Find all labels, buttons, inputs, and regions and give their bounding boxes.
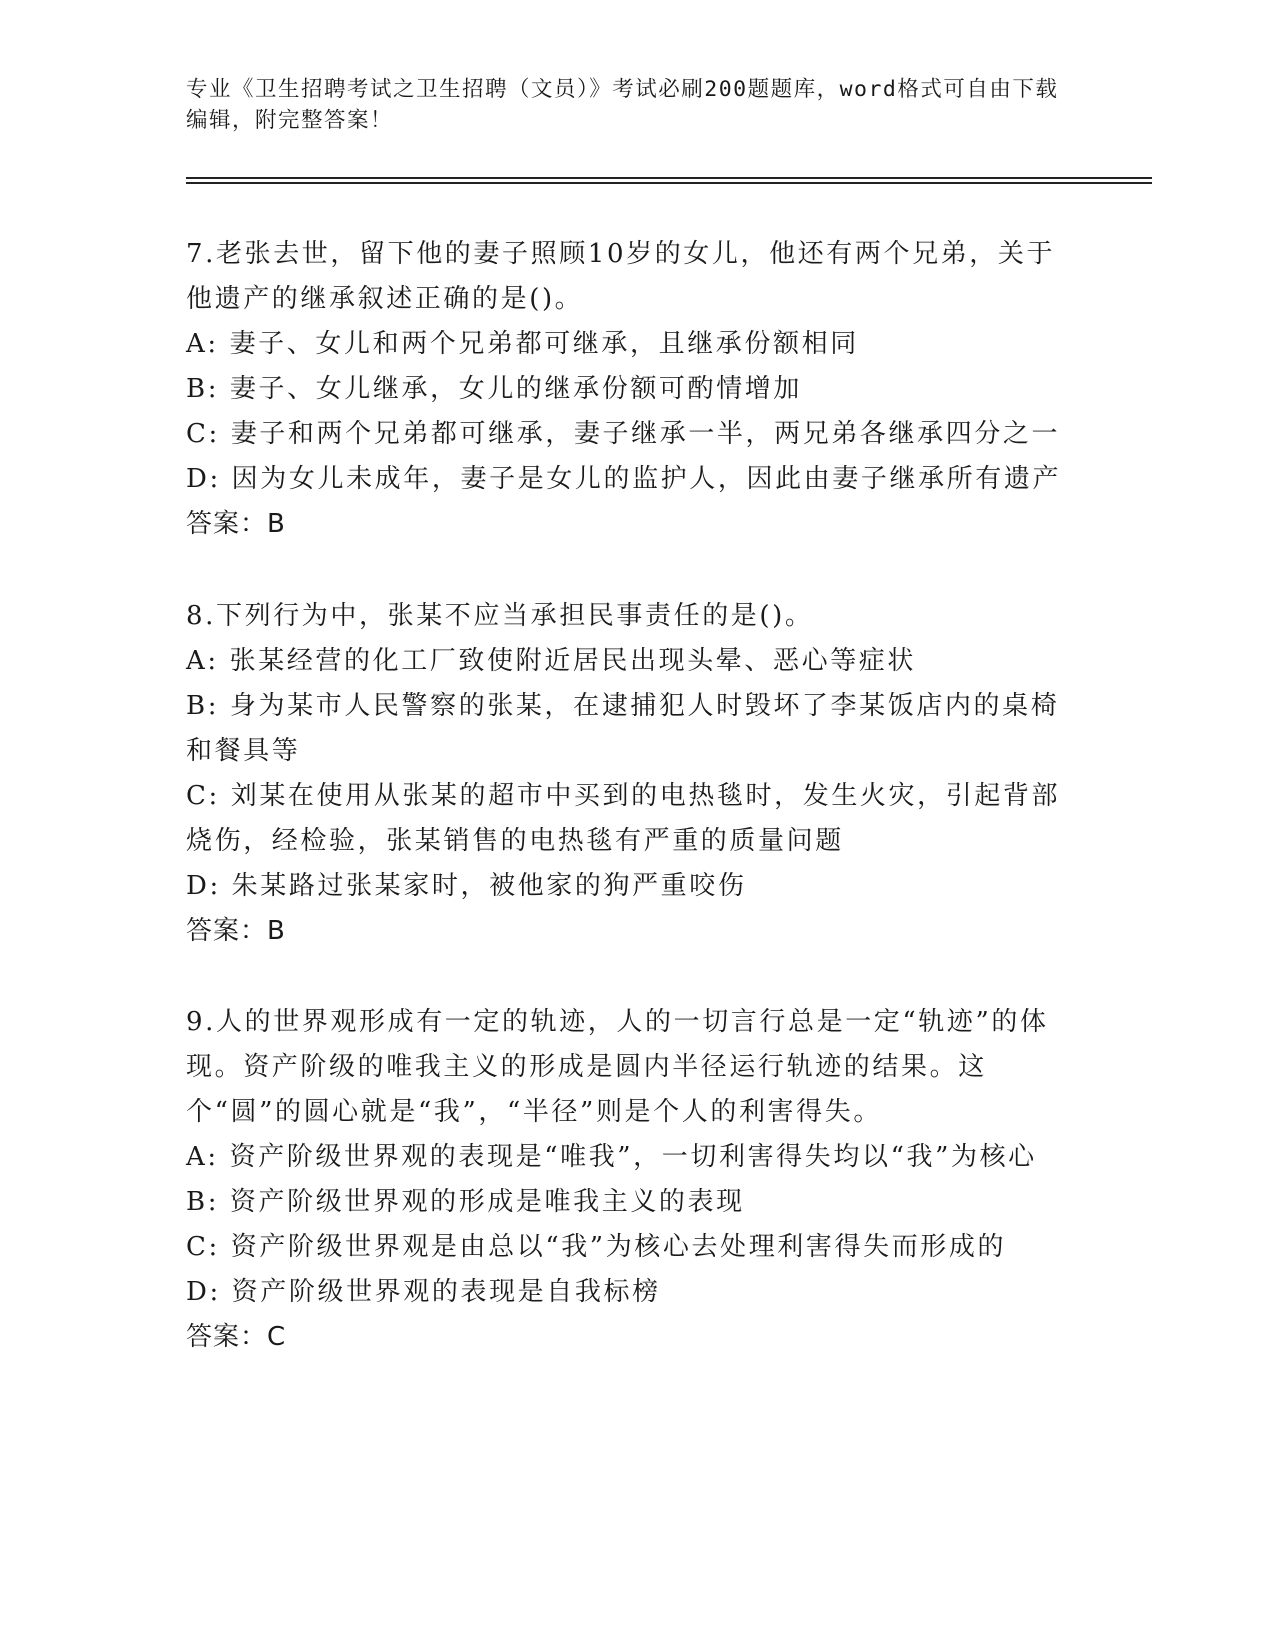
header-divider-top [186, 177, 1152, 179]
option-d: D: 朱某路过张某家时，被他家的狗严重咬伤 [186, 871, 747, 901]
option-a: A: 资产阶级世界观的表现是“唯我”，一切利害得失均以“我”为核心 [186, 1142, 1037, 1172]
option-d: D: 因为女儿未成年，妻子是女儿的监护人，因此由妻子继承所有遗产 [186, 464, 1062, 494]
question-8 [186, 594, 1081, 954]
option-c: C: 妻子和两个兄弟都可继承，妻子继承一半，两兄弟各继承四分之一 [186, 419, 1061, 449]
answer: 答案：B [186, 916, 286, 946]
option-c: C: 刘某在使用从张某的超市中买到的电热毯时，发生火灾，引起背部烧伤，经检验，张某销售的电热毯有严重的质量问题 [186, 781, 1061, 856]
question-7 [186, 232, 1081, 547]
question-stem: 9.人的世界观形成有一定的轨迹，人的一切言行总是一定“轨迹”的体现。资产阶级的唯我主义的形成是圆内半径运行轨迹的结果。这个“圆”的圆心就是“我”，“半径”则是个人的利害得失。 [186, 1007, 1049, 1127]
option-b: B: 妻子、女儿继承，女儿的继承份额可酌情增加 [186, 374, 802, 404]
answer: 答案：B [186, 509, 286, 539]
option-d: D: 资产阶级世界观的表现是自我标榜 [186, 1277, 661, 1307]
question-stem: 7.老张去世，留下他的妻子照顾10岁的女儿，他还有两个兄弟，关于他遗产的继承叙述正确的是()。 [186, 239, 1056, 314]
option-b: B: 资产阶级世界观的形成是唯我主义的表现 [186, 1187, 745, 1217]
question-9 [186, 1000, 1081, 1360]
question-stem: 8.下列行为中，张某不应当承担民事责任的是()。 [186, 601, 814, 631]
document-header: 专业《卫生招聘考试之卫生招聘（文员）》考试必刷200题题库，word格式可自由下载编辑，附完整答案！ [186, 77, 1059, 133]
option-a: A: 妻子、女儿和两个兄弟都可继承，且继承份额相同 [186, 329, 859, 359]
option-b: B: 身为某市人民警察的张某，在逮捕犯人时毁坏了李某饭店内的桌椅和餐具等 [186, 691, 1060, 766]
option-a: A: 张某经营的化工厂致使附近居民出现头晕、恶心等症状 [186, 646, 917, 676]
answer: 答案：C [186, 1322, 287, 1352]
header-divider-bottom [186, 182, 1152, 184]
option-c: C: 资产阶级世界观是由总以“我”为核心去处理利害得失而形成的 [186, 1232, 1007, 1262]
